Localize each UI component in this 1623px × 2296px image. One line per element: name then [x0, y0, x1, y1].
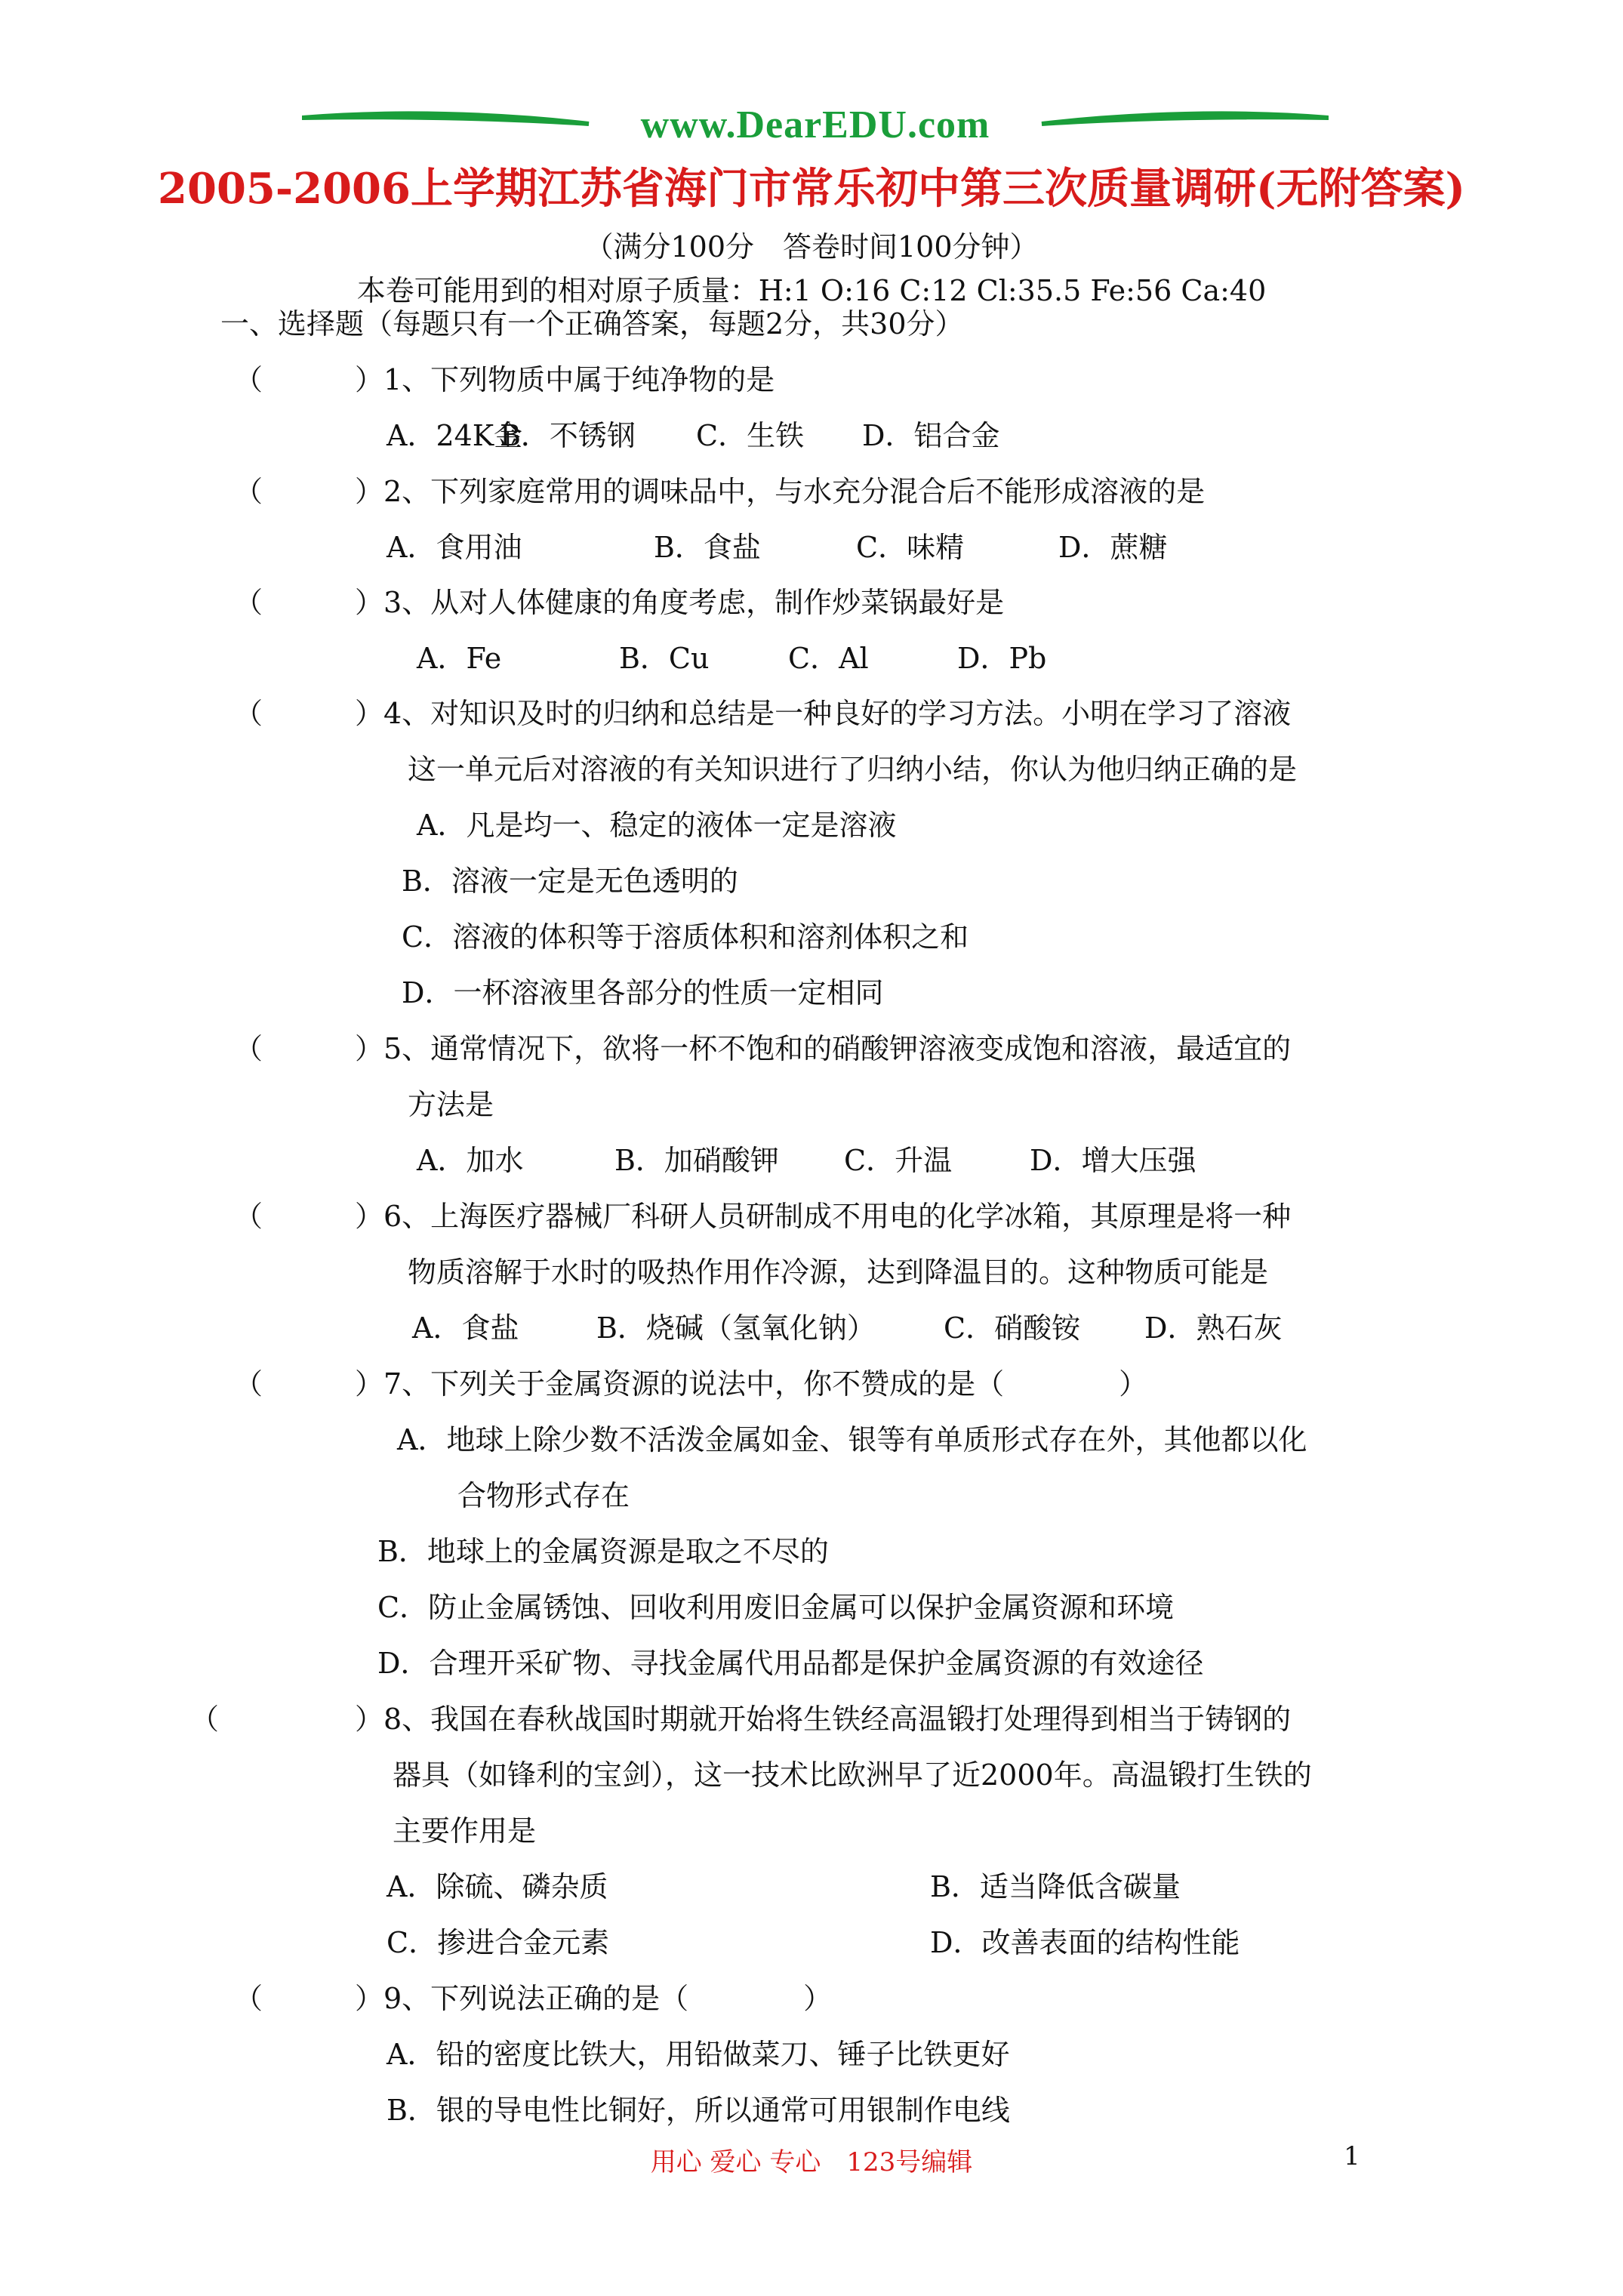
answer-bracket: （ — [234, 1367, 263, 1401]
option: A．24K金 — [387, 419, 523, 452]
page-number: 1 — [1344, 2141, 1360, 2171]
option: B．Cu — [619, 642, 710, 675]
option: C．硝酸铵 — [944, 1311, 1081, 1345]
options-row — [387, 529, 1167, 566]
question-stem: 器具（如锋利的宝剑），这一技术比欧洲早了近2000年。高温锻打生铁的 — [393, 1758, 1312, 1792]
option: C．生铁 — [696, 419, 805, 452]
option: C．Al — [788, 642, 869, 675]
atomic-masses: 本卷可能用到的相对原子质量：H:1 O:16 C:12 Cl:35.5 Fe:56 Ca:40 — [356, 274, 1267, 307]
option: D．合理开采矿物、寻找金属代用品都是保护金属资源的有效途径 — [377, 1647, 1204, 1680]
option: D．Pb — [957, 642, 1047, 675]
question-stem: 这一单元后对溶液的有关知识进行了归纳小结，你认为他归纳正确的是 — [408, 753, 1298, 786]
question-stem: ）3、从对人体健康的角度考虑，制作炒菜锅最好是 — [355, 586, 1005, 619]
question-stem: 主要作用是 — [393, 1814, 537, 1848]
option: D．熟石灰 — [1144, 1311, 1283, 1345]
section-heading: 一、选择题（每题只有一个正确答案，每题2分，共30分） — [220, 307, 964, 341]
question-stem: ）7、下列关于金属资源的说法中，你不赞成的是（ ） — [355, 1367, 1148, 1401]
option: A．食用油 — [387, 531, 522, 564]
question-stem: ）4、对知识及时的归纳和总结是一种良好的学习方法。小明在学习了溶液 — [355, 697, 1292, 730]
option: C．防止金属锈蚀、回收利用废旧金属可以保护金属资源和环境 — [377, 1591, 1175, 1624]
question-stem: 物质溶解于水时的吸热作用作冷源，达到降温目的。这种物质可能是 — [408, 1256, 1269, 1289]
options-row — [417, 639, 1046, 677]
option: B．食盐 — [654, 531, 761, 564]
exam-info: （满分100分 答卷时间100分钟） — [584, 230, 1039, 264]
answer-bracket: （ — [190, 1703, 220, 1736]
option: C．升温 — [844, 1144, 953, 1177]
options-row — [417, 1142, 1196, 1179]
option: A．除硫、磷杂质 — [387, 1870, 608, 1903]
option: D．增大压强 — [1030, 1144, 1196, 1177]
page-title: 2005-2006上学期江苏省海门市常乐初中第三次质量调研(无附答案) — [158, 164, 1465, 214]
question-stem: ）5、通常情况下，欲将一杯不饱和的硝酸钾溶液变成饱和溶液，最适宜的 — [355, 1032, 1292, 1065]
question-stem: ）6、上海医疗器械厂科研人员研制成不用电的化学冰箱，其原理是将一种 — [355, 1200, 1292, 1233]
option: B．不锈钢 — [500, 419, 636, 452]
option: A．地球上除少数不活泼金属如金、银等有单质形式存在外，其他都以化 — [397, 1423, 1307, 1456]
option: A．食盐 — [412, 1311, 519, 1345]
answer-bracket: （ — [234, 1032, 263, 1065]
option: C．掺进合金元素 — [387, 1926, 610, 1959]
option: A．凡是均一、稳定的液体一定是溶液 — [417, 809, 897, 842]
option: A．Fe — [417, 642, 502, 675]
option: B．银的导电性比铜好，所以通常可用银制作电线 — [387, 2094, 1010, 2127]
question-stem: ）1、下列物质中属于纯净物的是 — [355, 363, 775, 396]
question-stem: 方法是 — [408, 1088, 494, 1121]
answer-bracket: （ — [234, 1982, 263, 2015]
answer-bracket: （ — [234, 475, 263, 508]
options-row — [412, 1309, 1282, 1347]
option: B．适当降低含碳量 — [930, 1870, 1181, 1903]
option: C．味精 — [856, 531, 965, 564]
question-stem: ）2、下列家庭常用的调味品中，与水充分混合后不能形成溶液的是 — [355, 475, 1206, 508]
option: C．溶液的体积等于溶质体积和溶剂体积之和 — [402, 920, 969, 954]
question-stem: ）8、我国在春秋战国时期就开始将生铁经高温锻打处理得到相当于铸钢的 — [355, 1703, 1292, 1736]
option: A．铅的密度比铁大，用铅做菜刀、锤子比铁更好 — [387, 2038, 1010, 2071]
page-footer: 用心 爱心 专心 123号编辑 — [650, 2147, 973, 2177]
options-row — [387, 417, 999, 455]
option: B．溶液一定是无色透明的 — [402, 864, 738, 898]
answer-bracket: （ — [234, 586, 263, 619]
option: B．地球上的金属资源是取之不尽的 — [377, 1535, 829, 1568]
option: D．铝合金 — [862, 419, 1000, 452]
option: D．一杯溶液里各部分的性质一定相同 — [402, 976, 884, 1009]
answer-bracket: （ — [234, 697, 263, 730]
option: D．改善表面的结构性能 — [930, 1926, 1240, 1959]
option: D．蔗糖 — [1058, 531, 1168, 564]
option: B．烧碱（氢氧化钠） — [596, 1311, 876, 1345]
answer-bracket: （ — [234, 1200, 263, 1233]
answer-bracket: （ — [234, 363, 263, 396]
option-continued: 合物形式存在 — [457, 1479, 630, 1512]
option: A．加水 — [417, 1144, 524, 1177]
question-stem: ）9、下列说法正确的是（ ） — [355, 1982, 833, 2015]
site-banner — [302, 97, 1329, 149]
banner-site-text: www.DearEDU.com — [640, 103, 990, 146]
option: B．加硝酸钾 — [614, 1144, 779, 1177]
